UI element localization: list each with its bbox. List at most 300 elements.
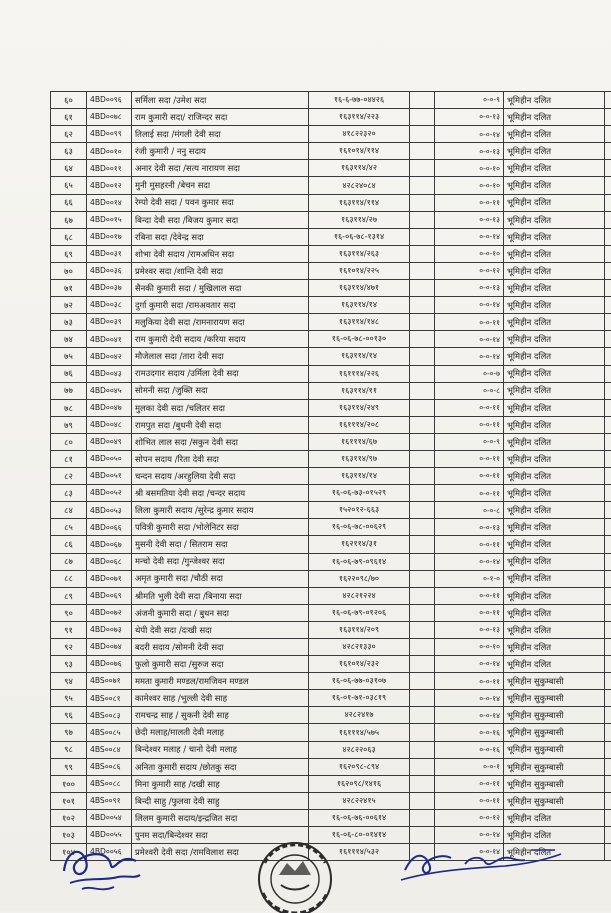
- citizenship-number: १६१०१४/११४: [309, 143, 410, 160]
- row-number: ६८: [51, 228, 87, 245]
- citizenship-number: १६२०९८-८९४: [309, 758, 410, 775]
- blank-cell: [605, 775, 611, 792]
- blank-cell: [605, 211, 611, 228]
- table-row: [51, 348, 611, 365]
- blank-cell: [605, 673, 611, 690]
- beneficiary-name: ममता कुमारी मण्डल/रामजिवन मण्डल: [132, 673, 309, 690]
- citizenship-number: १६-०६-७८-१३१४: [309, 228, 410, 245]
- record-code: 4BD००५५: [87, 827, 132, 844]
- spacer-cell: [410, 673, 435, 690]
- row-number: १००: [51, 775, 87, 792]
- land-area: ०-०-१४: [435, 690, 504, 707]
- land-area: ०-०-११: [435, 416, 504, 433]
- table-row: [51, 553, 611, 570]
- row-number: ६०: [51, 92, 87, 109]
- table-row: [51, 673, 611, 690]
- citizenship-number: १६३११४/१४८: [309, 314, 410, 331]
- record-code: 4BD००७३: [87, 621, 132, 638]
- record-code: 4BS००७१: [87, 673, 132, 690]
- spacer-cell: [410, 245, 435, 262]
- blank-cell: [605, 587, 611, 604]
- row-number: ७६: [51, 365, 87, 382]
- signature-left: [56, 831, 146, 901]
- row-number: ७५: [51, 348, 87, 365]
- record-code: 4BS००८८: [87, 775, 132, 792]
- citizenship-number: १६३११४/१४: [309, 468, 410, 485]
- blank-cell: [605, 297, 611, 314]
- table-row: [51, 433, 611, 450]
- record-code: 4BD००७४: [87, 639, 132, 656]
- record-code: 4BD००४३: [87, 365, 132, 382]
- table-row: [51, 177, 611, 194]
- blank-cell: [605, 109, 611, 126]
- beneficiary-name: छेदी मलाह/मालती देवी मलाह: [132, 724, 309, 741]
- spacer-cell: [410, 707, 435, 724]
- citizenship-number: १६१०१४/२३२: [309, 656, 410, 673]
- category: भूमिहीन दलित: [504, 519, 605, 536]
- land-area: ०-०-११: [435, 194, 504, 211]
- land-area: ०-०-११: [435, 485, 504, 502]
- table-row: [51, 758, 611, 775]
- row-number: ७०: [51, 262, 87, 279]
- land-area: ०-०-१४: [435, 331, 504, 348]
- blank-cell: [605, 741, 611, 758]
- citizenship-number: १६१११४/५३२: [309, 844, 410, 861]
- blank-cell: [605, 314, 611, 331]
- table-row: [51, 314, 611, 331]
- beneficiary-name: प्रमेश्वर सदा /शान्ति देवी सदा: [132, 262, 309, 279]
- record-code: 4BD००५१: [87, 468, 132, 485]
- table-row: [51, 399, 611, 416]
- spacer-cell: [410, 314, 435, 331]
- citizenship-number: १६२११४/३१: [309, 536, 410, 553]
- category: भूमिहीन दलित: [504, 382, 605, 399]
- citizenship-number: १६३११४/२०९: [309, 621, 410, 638]
- beneficiary-name: अमृत कुमारी सदा /चौठी सदा: [132, 570, 309, 587]
- citizenship-number: १६१११४/५७५: [309, 724, 410, 741]
- blank-cell: [605, 570, 611, 587]
- beneficiary-name: मुसनी देवी सदा / सितराम सदा: [132, 536, 309, 553]
- beneficiary-name: रंजी कुमारी / ननु सदाय: [132, 143, 309, 160]
- blank-cell: [605, 792, 611, 809]
- land-area: ०-०-१: [435, 758, 504, 775]
- spacer-cell: [410, 775, 435, 792]
- beneficiary-name: श्री बसमतिया देवी सदा /चन्दर सदाय: [132, 485, 309, 502]
- beneficiary-name: दुर्गा कुमारी सदा /रामअवतार सदा: [132, 297, 309, 314]
- beneficiary-name: चन्दन सदाय /अरहुलिया देवी सदा: [132, 468, 309, 485]
- beneficiary-name: प्रमेश्वरी देवी सदा /रामविलाश सदा: [132, 844, 309, 861]
- table-row: [51, 604, 611, 621]
- citizenship-number: १६१०१४/२२५: [309, 262, 410, 279]
- citizenship-number: १६३११४/९७: [309, 450, 410, 467]
- citizenship-number: १६३११४/४२: [309, 160, 410, 177]
- table-row: [51, 519, 611, 536]
- land-area: ०-०-१३: [435, 280, 504, 297]
- row-number: ९७: [51, 724, 87, 741]
- spacer-cell: [410, 536, 435, 553]
- spacer-cell: [410, 724, 435, 741]
- row-number: ९६: [51, 707, 87, 724]
- row-number: ६२: [51, 126, 87, 143]
- blank-cell: [605, 194, 611, 211]
- land-area: ०-०-१४: [435, 827, 504, 844]
- record-code: 4BS००८३: [87, 707, 132, 724]
- blank-cell: [605, 416, 611, 433]
- spacer-cell: [410, 604, 435, 621]
- category: भूमिहीन दलित: [504, 639, 605, 656]
- land-area: ०-०-१४: [435, 348, 504, 365]
- record-code: 4BS००८५: [87, 724, 132, 741]
- citizenship-number: ४२८२४०८४: [309, 177, 410, 194]
- signature-right: [395, 840, 565, 885]
- row-number: ८८: [51, 570, 87, 587]
- category: भूमिहीन दलित: [504, 827, 605, 844]
- row-number: ८७: [51, 553, 87, 570]
- spacer-cell: [410, 741, 435, 758]
- category: भूमिहीन दलित: [504, 245, 605, 262]
- spacer-cell: [410, 621, 435, 638]
- land-area: ०-०-१३: [435, 211, 504, 228]
- spacer-cell: [410, 262, 435, 279]
- blank-cell: [605, 707, 611, 724]
- record-code: 4BD००६६: [87, 519, 132, 536]
- row-number: ८०: [51, 433, 87, 450]
- row-number: ९१: [51, 621, 87, 638]
- table-row: [51, 587, 611, 604]
- category: भूमिहीन दलित: [504, 621, 605, 638]
- record-code: 4BD००३९: [87, 314, 132, 331]
- land-area: ०-०-७: [435, 365, 504, 382]
- table-row: [51, 297, 611, 314]
- category: भूमिहीन दलित: [504, 416, 605, 433]
- spacer-cell: [410, 177, 435, 194]
- land-area: ०-०-११: [435, 792, 504, 809]
- beneficiary-name: अंजनी कुमारी सदा / बुधन सदा: [132, 604, 309, 621]
- row-number: ७१: [51, 280, 87, 297]
- beneficiary-name: शोभित लाल सदा /सकुन देवी सदा: [132, 433, 309, 450]
- table-row: [51, 690, 611, 707]
- beneficiary-name: बिन्दी साहु /फुलवा देवी साहु: [132, 792, 309, 809]
- spacer-cell: [410, 519, 435, 536]
- land-area: ०-०-११: [435, 587, 504, 604]
- land-area: ०-०-१४: [435, 553, 504, 570]
- record-code: 4BD००७२: [87, 604, 132, 621]
- land-area: ०-०-१०: [435, 245, 504, 262]
- record-code: 4BD००३८: [87, 297, 132, 314]
- land-area: ०-०-१४: [435, 844, 504, 861]
- beneficiary-name: कामेश्वर साह /भुल्ली देवी साह: [132, 690, 309, 707]
- citizenship-number: १६-०६-७९-०१२०६: [309, 604, 410, 621]
- spacer-cell: [410, 109, 435, 126]
- official-seal: [235, 833, 355, 913]
- land-area: ०-०-११: [435, 604, 504, 621]
- land-area: ०-०-१४: [435, 656, 504, 673]
- beneficiary-name: मुलका देवी सदा /चलितर सदा: [132, 399, 309, 416]
- record-code: 4BD००१५: [87, 211, 132, 228]
- category: भूमिहीन दलित: [504, 433, 605, 450]
- table-row: [51, 211, 611, 228]
- spacer-cell: [410, 382, 435, 399]
- record-code: 4BD००७६: [87, 656, 132, 673]
- table-body: [51, 92, 611, 861]
- spacer-cell: [410, 468, 435, 485]
- spacer-cell: [410, 570, 435, 587]
- blank-cell: [605, 536, 611, 553]
- spacer-cell: [410, 194, 435, 211]
- citizenship-number: १६-०६-७८-००१३०: [309, 331, 410, 348]
- blank-cell: [605, 621, 611, 638]
- category: भूमिहीन दलित: [504, 468, 605, 485]
- row-number: ७७: [51, 382, 87, 399]
- spacer-cell: [410, 348, 435, 365]
- land-area: ०-०-८: [435, 502, 504, 519]
- category: भूमिहीन दलित: [504, 109, 605, 126]
- record-code: 4BD००१७: [87, 228, 132, 245]
- blank-cell: [605, 656, 611, 673]
- table-row: [51, 109, 611, 126]
- row-number: ९०: [51, 604, 87, 621]
- beneficiary-name: बिन्दा देवी सदा /बिजय कुमार सदा: [132, 211, 309, 228]
- record-code: 4BD००९६: [87, 92, 132, 109]
- table-row: [51, 741, 611, 758]
- row-number: ८९: [51, 587, 87, 604]
- spacer-cell: [410, 792, 435, 809]
- table-row: [51, 724, 611, 741]
- record-code: 4BD००५४: [87, 809, 132, 826]
- category: भूमिहीन दलित: [504, 485, 605, 502]
- blank-cell: [605, 228, 611, 245]
- citizenship-number: १६-०६-७३-०१५२९: [309, 485, 410, 502]
- blank-cell: [605, 639, 611, 656]
- blank-cell: [605, 433, 611, 450]
- record-code: 4BS००८६: [87, 758, 132, 775]
- blank-cell: [605, 485, 611, 502]
- blank-cell: [605, 92, 611, 109]
- spacer-cell: [410, 365, 435, 382]
- row-number: ६९: [51, 245, 87, 262]
- record-code: 4BD००४८: [87, 416, 132, 433]
- spacer-cell: [410, 143, 435, 160]
- row-number: ६५: [51, 177, 87, 194]
- category: भूमिहीन दलित: [504, 228, 605, 245]
- citizenship-number: १६३११४/१४: [309, 348, 410, 365]
- category: भूमिहीन दलित: [504, 160, 605, 177]
- table-row: [51, 262, 611, 279]
- beneficiary-name: फुलो कुमारी सदा /सुरुज सदा: [132, 656, 309, 673]
- beneficiary-name: अनिता कुमारी सदाय /छोतकु सदा: [132, 758, 309, 775]
- citizenship-number: १६३११४/१४: [309, 297, 410, 314]
- beneficiary-name: रबिना सदा /देवेन्द्र सदा: [132, 228, 309, 245]
- beneficiary-name: सोमनी सदा /जुक्ति सदा: [132, 382, 309, 399]
- blank-cell: [605, 280, 611, 297]
- table-row: [51, 143, 611, 160]
- citizenship-number: १६-०६-७८-००६२९: [309, 519, 410, 536]
- spacer-cell: [410, 297, 435, 314]
- land-area: ०-०-१०: [435, 639, 504, 656]
- citizenship-number: १६२२०९८/७०: [309, 570, 410, 587]
- record-code: 4BS००८१: [87, 690, 132, 707]
- beneficiary-name: राम कुमारी देवी सदाय /करिया सदाय: [132, 331, 309, 348]
- citizenship-number: १६३११४/२४९: [309, 399, 410, 416]
- land-area: ०-०-११: [435, 314, 504, 331]
- blank-cell: [605, 809, 611, 826]
- citizenship-number: ४२८२२४१५: [309, 792, 410, 809]
- spacer-cell: [410, 331, 435, 348]
- category: भूमिहीन सुकुम्बासी: [504, 758, 605, 775]
- record-code: 4BD००३६: [87, 262, 132, 279]
- category: भूमिहीन दलित: [504, 126, 605, 143]
- blank-cell: [605, 519, 611, 536]
- citizenship-number: १६३११४/११४: [309, 194, 410, 211]
- category: भूमिहीन दलित: [504, 177, 605, 194]
- land-area: ०-०-१४: [435, 297, 504, 314]
- table-row: [51, 280, 611, 297]
- spacer-cell: [410, 92, 435, 109]
- category: भूमिहीन सुकुम्बासी: [504, 792, 605, 809]
- record-code: 4BD००४५: [87, 382, 132, 399]
- table-row: [51, 792, 611, 809]
- category: भूमिहीन दलित: [504, 450, 605, 467]
- blank-cell: [605, 502, 611, 519]
- land-area: ०-०-१२: [435, 809, 504, 826]
- blank-cell: [605, 331, 611, 348]
- category: भूमिहीन दलित: [504, 553, 605, 570]
- land-area: ०-०-१३: [435, 109, 504, 126]
- row-number: १०४: [51, 844, 87, 861]
- spacer-cell: [410, 416, 435, 433]
- table-row: [51, 536, 611, 553]
- land-area: ०-०-१०: [435, 160, 504, 177]
- category: भूमिहीन दलित: [504, 656, 605, 673]
- blank-cell: [605, 724, 611, 741]
- citizenship-number: १६-६-७७-०४४२६: [309, 92, 410, 109]
- citizenship-number: ४२८२१३३०: [309, 639, 410, 656]
- beneficiary-table: [50, 91, 611, 861]
- land-area: ०-०-११: [435, 673, 504, 690]
- table-row: [51, 639, 611, 656]
- citizenship-number: १६-०१-७१-०३८१९: [309, 690, 410, 707]
- table-row: [51, 485, 611, 502]
- category: भूमिहीन सुकुम्बासी: [504, 673, 605, 690]
- table-row: [51, 450, 611, 467]
- citizenship-number: १६-०६-७६-००६१४: [309, 809, 410, 826]
- table-row: [51, 775, 611, 792]
- beneficiary-name: शोभा देवी सदाय /रामअधिन सदा: [132, 245, 309, 262]
- citizenship-number: १६३११४/२२३: [309, 109, 410, 126]
- record-code: 4BD००४९: [87, 433, 132, 450]
- citizenship-number: १६१११४/६७: [309, 433, 410, 450]
- category: भूमिहीन सुकुम्बासी: [504, 775, 605, 792]
- citizenship-number: १६१११४/२०८: [309, 416, 410, 433]
- table-row: [51, 382, 611, 399]
- beneficiary-name: पुनम सदा/बिन्देश्वर सदा: [132, 827, 309, 844]
- beneficiary-name: लिला कुमारी सदाय /सुरेन्द्र कुमार सदाय: [132, 502, 309, 519]
- table-row: [51, 92, 611, 109]
- beneficiary-name: रामचन्द्र साह / सुकनी देवी साह: [132, 707, 309, 724]
- citizenship-number: १६१११४/२२६: [309, 365, 410, 382]
- blank-cell: [605, 604, 611, 621]
- blank-cell: [605, 365, 611, 382]
- record-code: 4BD००५६: [87, 844, 132, 861]
- citizenship-number: १६३११४/४७१: [309, 280, 410, 297]
- land-area: ०-१-०: [435, 570, 504, 587]
- land-area: ०-०-९: [435, 92, 504, 109]
- land-area: ०-०-११: [435, 450, 504, 467]
- category: भूमिहीन दलित: [504, 348, 605, 365]
- record-code: 4BS००९१: [87, 792, 132, 809]
- citizenship-number: १६२०९८/१४१६: [309, 775, 410, 792]
- land-area: ०-०-१३: [435, 621, 504, 638]
- category: भूमिहीन दलित: [504, 844, 605, 861]
- category: भूमिहीन दलित: [504, 92, 605, 109]
- spacer-cell: [410, 690, 435, 707]
- category: भूमिहीन दलित: [504, 587, 605, 604]
- beneficiary-name: तिलाई सदा /मंगली देवी सदा: [132, 126, 309, 143]
- category: भूमिहीन दलित: [504, 604, 605, 621]
- row-number: १०२: [51, 809, 87, 826]
- category: भूमिहीन दलित: [504, 194, 605, 211]
- blank-cell: [605, 143, 611, 160]
- citizenship-number: १६-०६-७९-०९६१४: [309, 553, 410, 570]
- record-code: 4BD००९९: [87, 126, 132, 143]
- spacer-cell: [410, 280, 435, 297]
- blank-cell: [605, 177, 611, 194]
- row-number: ८१: [51, 450, 87, 467]
- land-area: ०-०-११: [435, 468, 504, 485]
- row-number: ७९: [51, 416, 87, 433]
- beneficiary-name: राम कुमारी सदा/ राजिन्दर सदा: [132, 109, 309, 126]
- table-row: [51, 416, 611, 433]
- land-area: ०-०-१४: [435, 228, 504, 245]
- row-number: ९८: [51, 741, 87, 758]
- category: भूमिहीन दलित: [504, 314, 605, 331]
- spacer-cell: [410, 758, 435, 775]
- category: भूमिहीन दलित: [504, 570, 605, 587]
- citizenship-number: १५२०१२-६६३: [309, 502, 410, 519]
- record-code: 4BD००५३: [87, 502, 132, 519]
- table-row: [51, 809, 611, 826]
- category: भूमिहीन दलित: [504, 331, 605, 348]
- row-number: ९३: [51, 656, 87, 673]
- land-area: ०-०-१६: [435, 741, 504, 758]
- row-number: ७२: [51, 297, 87, 314]
- category: भूमिहीन दलित: [504, 365, 605, 382]
- beneficiary-name: बिन्देश्वर मलाह / चानो देवी मलाह: [132, 741, 309, 758]
- blank-cell: [605, 758, 611, 775]
- blank-cell: [605, 553, 611, 570]
- blank-cell: [605, 450, 611, 467]
- row-number: ६१: [51, 109, 87, 126]
- blank-cell: [605, 348, 611, 365]
- beneficiary-name: सैनकी कुमारी सदा / मुखिलाल सदा: [132, 280, 309, 297]
- spacer-cell: [410, 228, 435, 245]
- beneficiary-name: लिलम कुमारी सदाय/इन्द्रजित सदा: [132, 809, 309, 826]
- row-number: ७८: [51, 399, 87, 416]
- record-code: 4BD००४७: [87, 399, 132, 416]
- row-number: ८२: [51, 468, 87, 485]
- blank-cell: [605, 690, 611, 707]
- row-number: ८४: [51, 502, 87, 519]
- row-number: १०३: [51, 827, 87, 844]
- beneficiary-name: रेम्पो देवी सदा / पवन कुमार सदा: [132, 194, 309, 211]
- blank-cell: [605, 126, 611, 143]
- table-row: [51, 502, 611, 519]
- row-number: ६४: [51, 160, 87, 177]
- land-area: ०-०-१३: [435, 519, 504, 536]
- record-code: 4BD००११: [87, 160, 132, 177]
- citizenship-number: ४२८२१२२४: [309, 587, 410, 604]
- beneficiary-name: मौजेलाल सदा /तारा देवी सदा: [132, 348, 309, 365]
